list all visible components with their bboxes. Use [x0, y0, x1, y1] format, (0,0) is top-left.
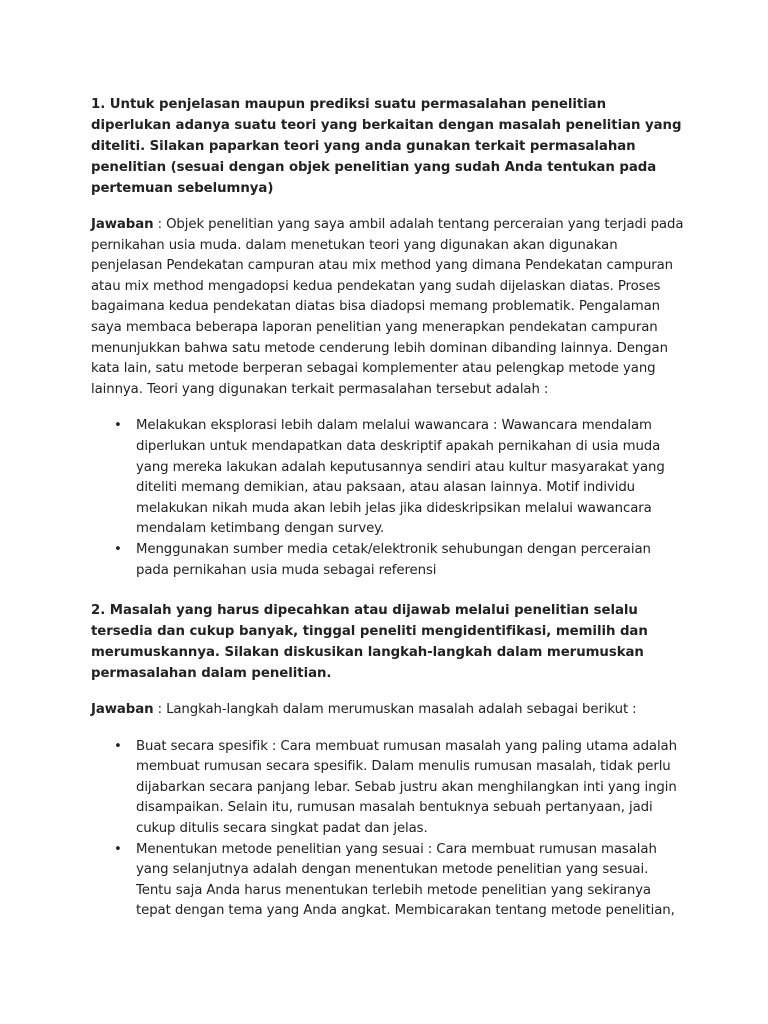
- bullet-icon: •: [114, 418, 122, 434]
- bullet-icon: •: [114, 841, 122, 857]
- question-1: 1. Untuk penjelasan maupun prediksi suatu permasalahan penelitian diperlukan adanya suatu teori yang berkaitan dengan masalah penelitian yang diteliti. Silakan paparkan teori yang anda gunakan terkait permasalahan penelitian (sesuai dengan objek penelitian yang sudah Anda tentukan pada pertemuan sebelumnya): [91, 97, 682, 196]
- answer-1-list: [91, 416, 685, 581]
- question-2: 2. Masalah yang harus dipecahkan atau dijawab melalui penelitian selalu tersedia dan cukup banyak, tinggal peneliti mengidentifikasi, memilih dan merumuskannya. Silakan diskusikan langkah-langkah dalam merumuskan permasalahan dalam penelitian.: [91, 603, 648, 682]
- answer-1-text: : Objek penelitian yang saya ambil adalah tentang perceraian yang terjadi pada pernikahan usia muda. dalam menetukan teori yang digunakan akan digunakan penjelasan Pendekatan campuran atau mix method yang dimana Pendekatan campuran atau mix method mengadopsi kedua pendekatan yang sudah dijelaskan diatas. Proses bagaimana kedua pendekatan diatas bisa diadopsi memang problematik. Pengalaman saya membaca beberapa laporan penelitian yang menerapkan pendekatan campuran menunjukkan bahwa satu metode cenderung lebih dominan dibanding lainnya. Dengan kata lain, satu metode berperan sebagai komplementer atau pelengkap metode yang lainnya. Teori yang digunakan terkait permasalahan tersebut adalah :: [91, 217, 684, 397]
- bullet-icon: •: [114, 738, 122, 754]
- list-item-text: Melakukan eksplorasi lebih dalam melalui wawancara : Wawancara mendalam diperlukan untuk mendapatkan data deskriptif apakah pernikahan di usia muda yang mereka lakukan adalah keputusannya sendiri atau kultur masyarakat yang diteliti memang demikian, atau paksaan, atau alasan lainnya. Motif individu melakukan nikah muda akan lebih jelas jika dideskripsikan melalui wawancara mendalam ketimbang dengan survey.: [136, 418, 665, 537]
- list-item: [91, 540, 685, 581]
- document-page: [91, 94, 685, 922]
- bullet-icon: •: [114, 541, 122, 557]
- list-item: [91, 416, 685, 540]
- list-item-text: Menggunakan sumber media cetak/elektronik sehubungan dengan perceraian pada pernikahan usia muda sebagai referensi: [136, 541, 651, 578]
- answer-1-label: Jawaban: [91, 217, 154, 232]
- list-item-text: Buat secara spesifik : Cara membuat rumusan masalah yang paling utama adalah membuat rumusan secara spesifik. Dalam menulis rumusan masalah, tidak perlu dijabarkan secara panjang lebar. Sebab justru akan menghilangkan inti yang ingin disampaikan. Selain itu, rumusan masalah bentuknya sebuah pertanyaan, jadi cukup ditulis secara singkat padat dan jelas.: [136, 738, 677, 837]
- answer-2: [91, 700, 685, 721]
- list-item-text: Menentukan metode penelitian yang sesuai : Cara membuat rumusan masalah yang selanjutnya adalah dengan menentukan metode penelitian yang sesuai. Tentu saja Anda harus menentukan terlebih metode penelitian yang sekiranya tepat dengan tema yang Anda angkat. Membicarakan tentang metode penelitian,: [136, 841, 675, 919]
- list-item: [91, 737, 685, 840]
- answer-2-text: : Langkah-langkah dalam merumuskan masalah adalah sebagai berikut :: [153, 702, 637, 718]
- answer-1: [91, 215, 685, 400]
- answer-2-label: Jawaban: [91, 702, 154, 718]
- list-item: [91, 840, 685, 922]
- answer-2-list: [91, 737, 685, 922]
